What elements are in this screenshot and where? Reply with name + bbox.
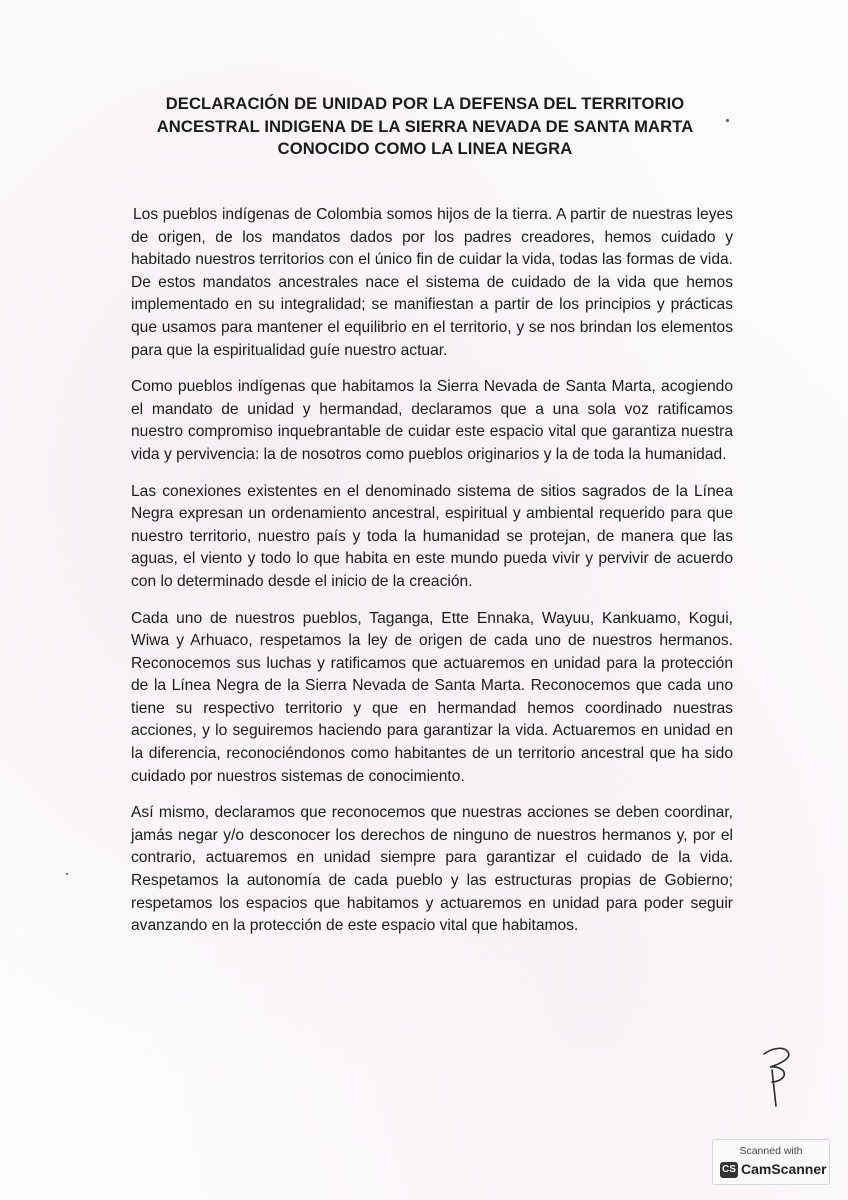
camscanner-badge [712,1139,830,1185]
paragraph-1: Los pueblos indígenas de Colombia somos hijos de la tierra. A partir de nuestras leyes de origen, de los mandatos dados por los padres creadores, hemos cuidado y habitado nuestros territorios con el único fin de cuidar la vida, todas las formas de vida. De estos mandatos ancestrales nace el sistema de cuidado de la vida que hemos implementado en su integralidad; se manifiestan a partir de los principios y prácticas que usamos para mantener el equilibrio en el territorio, y se nos brindan los elementos para que la espiritualidad guíe nuestro actuar. [131,206,733,359]
scan-speck [66,873,68,875]
title-line-3: CONOCIDO COMO LA LINEA NEGRA [277,139,573,158]
paragraph-5: Así mismo, declaramos que reconocemos que nuestras acciones se deben coordinar, jamás negar y/o desconocer los derechos de ninguno de nuestros hermanos y, por el contrario, actuaremos en unidad siempre para garantizar el cuidado de la vida. Respetamos la autonomía de cada pueblo y las estructuras propias de Gobierno; respetamos los espacios que habitamos y actuaremos en unidad para poder seguir avanzando en la protección de este espacio vital que habitamos. [131,804,733,935]
paragraph-3: Las conexiones existentes en el denominado sistema de sitios sagrados de la Línea Negra expresan un ordenamiento ancestral, espiritual y ambiental requerido para que nuestro territorio, nuestro país y toda la humanidad se protejan, de manera que las aguas, el viento y todo lo que habita en este mundo pueda vivir y pervivir de acuerdo con lo determinado desde el inicio de la creación. [131,482,733,590]
document-body [131,204,733,952]
camscanner-brand: CamScanner [741,1161,827,1177]
scan-speck [726,119,729,122]
paragraph-4: Cada uno de nuestros pueblos, Taganga, Ette Ennaka, Wayuu, Kankuamo, Kogui, Wiwa y Arhuaco, respetamos la ley de origen de cada uno de nuestros hermanos. Reconocemos sus luchas y ratificamos que actuaremos en unidad para la protección de la Línea Negra de la Sierra Nevada de Santa Marta. Reconocemos que cada uno tiene su respectivo territorio y que en hermandad hemos coordinado nuestras acciones, y lo seguiremos haciendo para garantizar la vida. Actuaremos en unidad en la diferencia, reconociéndonos como habitantes de un territorio ancestral que ha sido cuidado por nuestros sistemas de conocimiento. [131,609,733,785]
scanned-with-label: Scanned with [739,1145,803,1157]
handwritten-signature [750,1040,800,1110]
camscanner-logo-icon: CS [720,1162,738,1178]
title-line-2: ANCESTRAL INDIGENA DE LA SIERRA NEVADA DE SANTA MARTA [156,116,694,136]
document-title [120,93,730,161]
paragraph-2: Como pueblos indígenas que habitamos la Sierra Nevada de Santa Marta, acogiendo el mandato de unidad y hermandad, declaramos que a una sola voz ratificamos nuestro compromiso inquebrantable de cuidar este espacio vital que garantiza nuestra vida y pervivencia: la de nosotros como pueblos originarios y la de toda la humanidad. [131,378,733,463]
title-line-1: DECLARACIÓN DE UNIDAD POR LA DEFENSA DEL TERRITORIO [165,94,685,113]
